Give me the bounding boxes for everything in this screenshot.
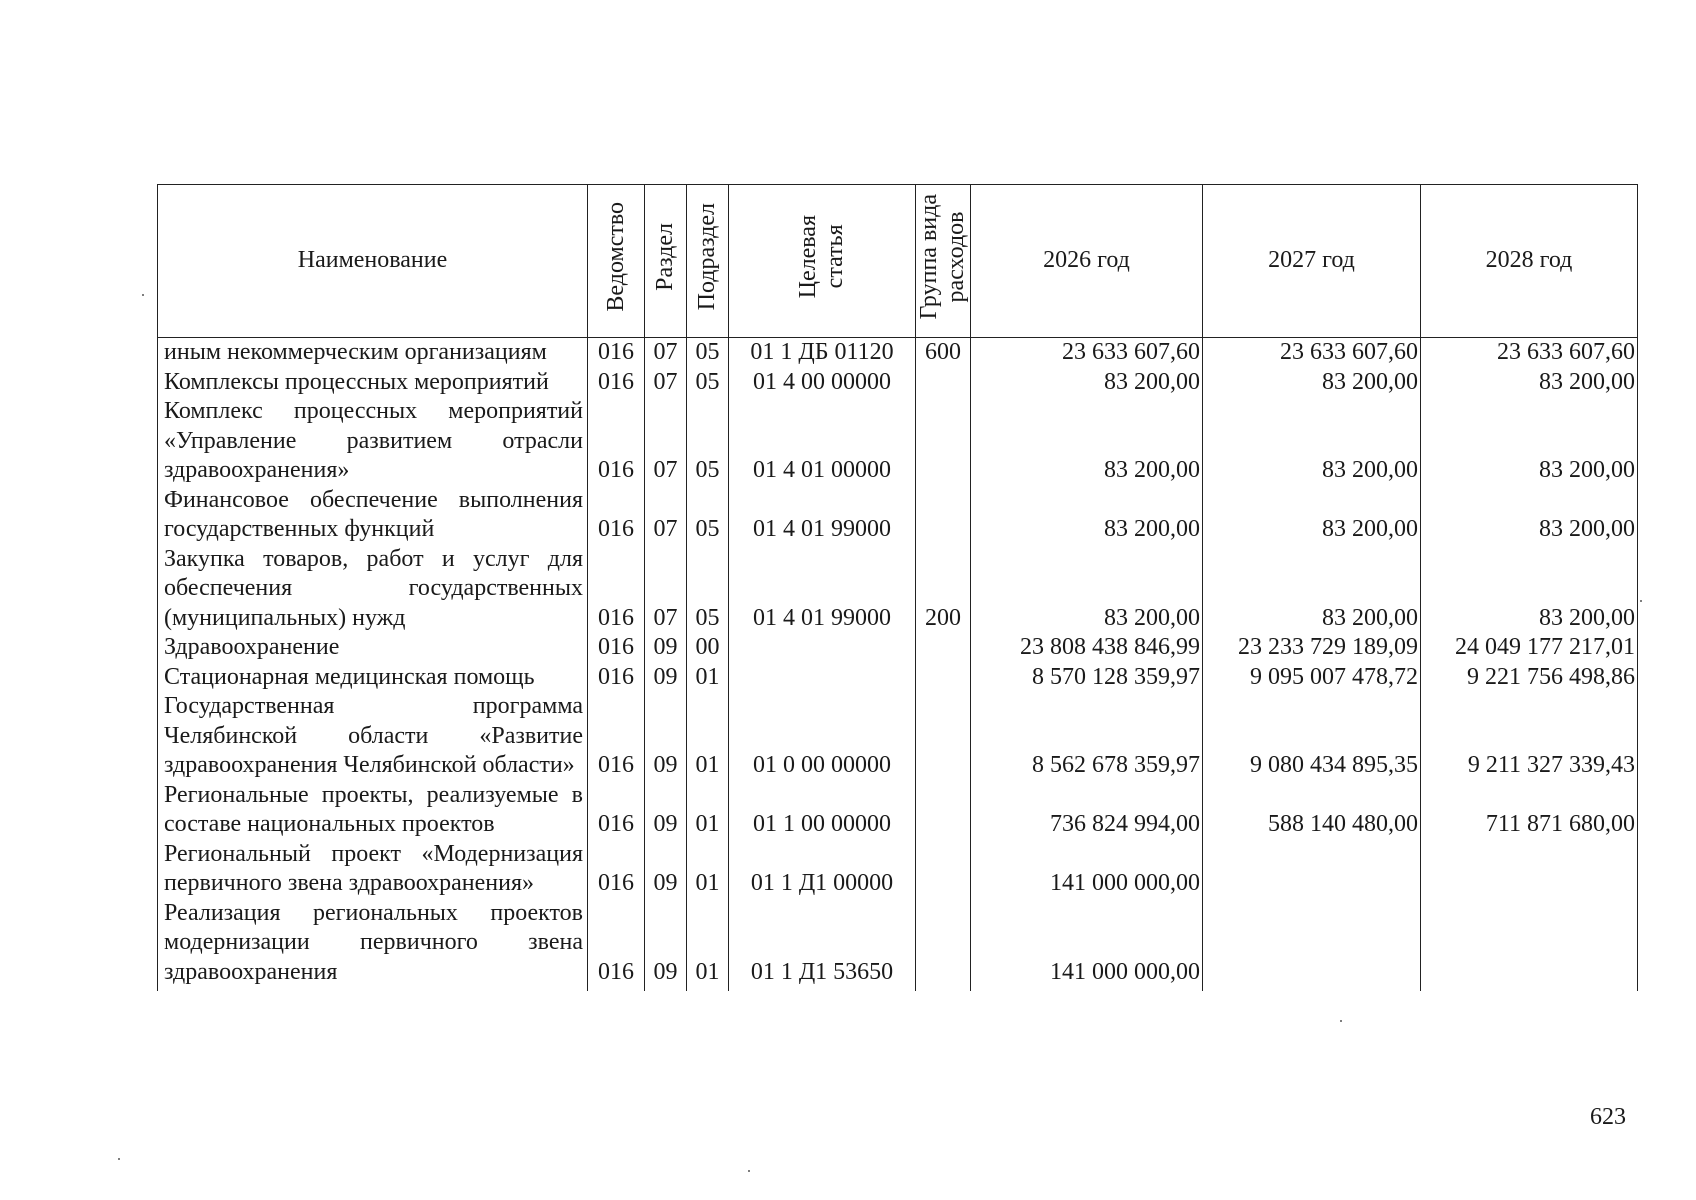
row-celevaya-statya: 01 4 00 00000: [729, 368, 916, 398]
row-gruppa: 600: [916, 338, 971, 368]
row-podrazdel: 01: [687, 692, 729, 781]
row-amount-2027: 83 200,00: [1203, 397, 1421, 486]
header-podrazdel: [687, 185, 729, 338]
table-row: [158, 663, 1638, 693]
row-celevaya-statya: 01 4 01 99000: [729, 486, 916, 545]
row-gruppa: [916, 397, 971, 486]
row-amount-2026: 8 562 678 359,97: [971, 692, 1203, 781]
row-amount-2026: 8 570 128 359,97: [971, 663, 1203, 693]
row-vedomstvo: 016: [588, 368, 645, 398]
row-vedomstvo: 016: [588, 663, 645, 693]
row-celevaya-statya: [729, 663, 916, 693]
row-razdel: 09: [645, 781, 687, 840]
row-vedomstvo: 016: [588, 781, 645, 840]
row-gruppa: [916, 840, 971, 899]
table-row: [158, 781, 1638, 840]
row-name: Стационарная медицинская помощь: [158, 663, 588, 693]
row-gruppa: [916, 692, 971, 781]
row-vedomstvo: 016: [588, 840, 645, 899]
row-name: Реализация региональных проектов модернизации первичного звена здравоохранения: [158, 899, 588, 992]
row-amount-2026: 23 808 438 846,99: [971, 633, 1203, 663]
row-razdel: 09: [645, 840, 687, 899]
row-name: Закупка товаров, работ и услуг для обеспечения государственных (муниципальных) нужд: [158, 545, 588, 634]
row-razdel: 07: [645, 338, 687, 368]
table-header: [158, 185, 1638, 338]
row-amount-2028: [1421, 899, 1638, 992]
row-amount-2027: 9 080 434 895,35: [1203, 692, 1421, 781]
row-gruppa: [916, 663, 971, 693]
scan-speck: [1340, 1020, 1342, 1022]
row-razdel: 07: [645, 545, 687, 634]
row-vedomstvo: 016: [588, 692, 645, 781]
row-gruppa: [916, 368, 971, 398]
row-amount-2028: [1421, 840, 1638, 899]
header-podrazdel-label: Подраздел: [694, 203, 720, 311]
row-celevaya-statya: 01 1 00 00000: [729, 781, 916, 840]
scan-speck: [142, 294, 144, 296]
row-razdel: 09: [645, 692, 687, 781]
row-amount-2026: 83 200,00: [971, 368, 1203, 398]
row-vedomstvo: 016: [588, 899, 645, 992]
row-amount-2028: 83 200,00: [1421, 486, 1638, 545]
row-podrazdel: 01: [687, 663, 729, 693]
row-name: Региональные проекты, реализуемые в составе национальных проектов: [158, 781, 588, 840]
table-row: [158, 368, 1638, 398]
row-amount-2027: 83 200,00: [1203, 545, 1421, 634]
row-amount-2027: 23 633 607,60: [1203, 338, 1421, 368]
header-celevaya-statya: [729, 185, 916, 338]
header-vedomstvo-label: Ведомство: [602, 201, 629, 312]
header-gruppa-line1: Группа вида: [916, 194, 942, 320]
table-row: [158, 545, 1638, 634]
scan-speck: [1640, 600, 1642, 602]
table-row: [158, 840, 1638, 899]
header-razdel-label: Раздел: [652, 222, 678, 291]
row-celevaya-statya: 01 1 ДБ 01120: [729, 338, 916, 368]
row-name: Региональный проект «Модернизация первичного звена здравоохранения»: [158, 840, 588, 899]
header-year-2026: 2026 год: [971, 185, 1203, 338]
row-amount-2026: 83 200,00: [971, 397, 1203, 486]
row-podrazdel: 00: [687, 633, 729, 663]
row-podrazdel: 01: [687, 781, 729, 840]
row-amount-2026: 736 824 994,00: [971, 781, 1203, 840]
header-gruppa-label: [916, 194, 970, 319]
header-vedomstvo: [588, 185, 645, 338]
header-celevaya-line1: Целевая: [795, 215, 821, 299]
row-name: Комплекс процессных мероприятий «Управление развитием отрасли здравоохранения»: [158, 397, 588, 486]
row-amount-2027: 9 095 007 478,72: [1203, 663, 1421, 693]
header-gruppa-vida-rashodov: [916, 185, 971, 338]
row-amount-2027: 23 233 729 189,09: [1203, 633, 1421, 663]
row-razdel: 07: [645, 397, 687, 486]
row-podrazdel: 05: [687, 397, 729, 486]
row-celevaya-statya: 01 1 Д1 53650: [729, 899, 916, 992]
row-amount-2028: 83 200,00: [1421, 368, 1638, 398]
row-name: Комплексы процессных мероприятий: [158, 368, 588, 398]
row-gruppa: [916, 486, 971, 545]
header-gruppa-line2: расходов: [943, 211, 969, 303]
row-podrazdel: 05: [687, 486, 729, 545]
table-row: [158, 899, 1638, 992]
row-gruppa: [916, 633, 971, 663]
page-number: 623: [1590, 1104, 1626, 1130]
row-vedomstvo: 016: [588, 486, 645, 545]
row-amount-2028: 9 221 756 498,86: [1421, 663, 1638, 693]
row-amount-2027: [1203, 899, 1421, 992]
header-year-2027: 2027 год: [1203, 185, 1421, 338]
row-razdel: 09: [645, 663, 687, 693]
row-amount-2027: [1203, 840, 1421, 899]
row-name: Здравоохранение: [158, 633, 588, 663]
table-row: [158, 338, 1638, 368]
row-celevaya-statya: 01 4 01 00000: [729, 397, 916, 486]
row-amount-2027: 588 140 480,00: [1203, 781, 1421, 840]
header-name: Наименование: [158, 185, 588, 338]
header-razdel: [645, 185, 687, 338]
table-body: [158, 338, 1638, 992]
row-amount-2028: 83 200,00: [1421, 545, 1638, 634]
table-row: [158, 397, 1638, 486]
row-amount-2028: 24 049 177 217,01: [1421, 633, 1638, 663]
row-amount-2028: 9 211 327 339,43: [1421, 692, 1638, 781]
row-razdel: 09: [645, 633, 687, 663]
row-razdel: 07: [645, 486, 687, 545]
row-celevaya-statya: 01 1 Д1 00000: [729, 840, 916, 899]
scan-speck: [118, 1158, 120, 1160]
row-amount-2027: 83 200,00: [1203, 486, 1421, 545]
table-row: [158, 692, 1638, 781]
row-vedomstvo: 016: [588, 633, 645, 663]
row-amount-2028: 23 633 607,60: [1421, 338, 1638, 368]
row-podrazdel: 05: [687, 545, 729, 634]
row-razdel: 07: [645, 368, 687, 398]
row-podrazdel: 05: [687, 368, 729, 398]
row-amount-2027: 83 200,00: [1203, 368, 1421, 398]
row-amount-2026: 83 200,00: [971, 545, 1203, 634]
row-podrazdel: 05: [687, 338, 729, 368]
row-amount-2026: 141 000 000,00: [971, 840, 1203, 899]
row-celevaya-statya: 01 0 00 00000: [729, 692, 916, 781]
table-row: [158, 486, 1638, 545]
row-name: Финансовое обеспечение выполнения государственных функций: [158, 486, 588, 545]
row-razdel: 09: [645, 899, 687, 992]
row-vedomstvo: 016: [588, 338, 645, 368]
row-name: Государственная программа Челябинской области «Развитие здравоохранения Челябинской области»: [158, 692, 588, 781]
row-vedomstvo: 016: [588, 397, 645, 486]
budget-table: [157, 184, 1638, 991]
row-celevaya-statya: 01 4 01 99000: [729, 545, 916, 634]
scan-speck: [748, 1170, 750, 1172]
row-amount-2028: 711 871 680,00: [1421, 781, 1638, 840]
header-celevaya-label: [795, 215, 849, 298]
row-podrazdel: 01: [687, 840, 729, 899]
row-amount-2026: 83 200,00: [971, 486, 1203, 545]
row-vedomstvo: 016: [588, 545, 645, 634]
row-gruppa: 200: [916, 545, 971, 634]
row-gruppa: [916, 899, 971, 992]
header-year-2028: 2028 год: [1421, 185, 1638, 338]
row-celevaya-statya: [729, 633, 916, 663]
row-podrazdel: 01: [687, 899, 729, 992]
row-amount-2028: 83 200,00: [1421, 397, 1638, 486]
table-row: [158, 633, 1638, 663]
row-amount-2026: 23 633 607,60: [971, 338, 1203, 368]
row-gruppa: [916, 781, 971, 840]
row-amount-2026: 141 000 000,00: [971, 899, 1203, 992]
header-celevaya-line2: статья: [822, 224, 848, 289]
row-name: иным некоммерческим организациям: [158, 338, 588, 368]
